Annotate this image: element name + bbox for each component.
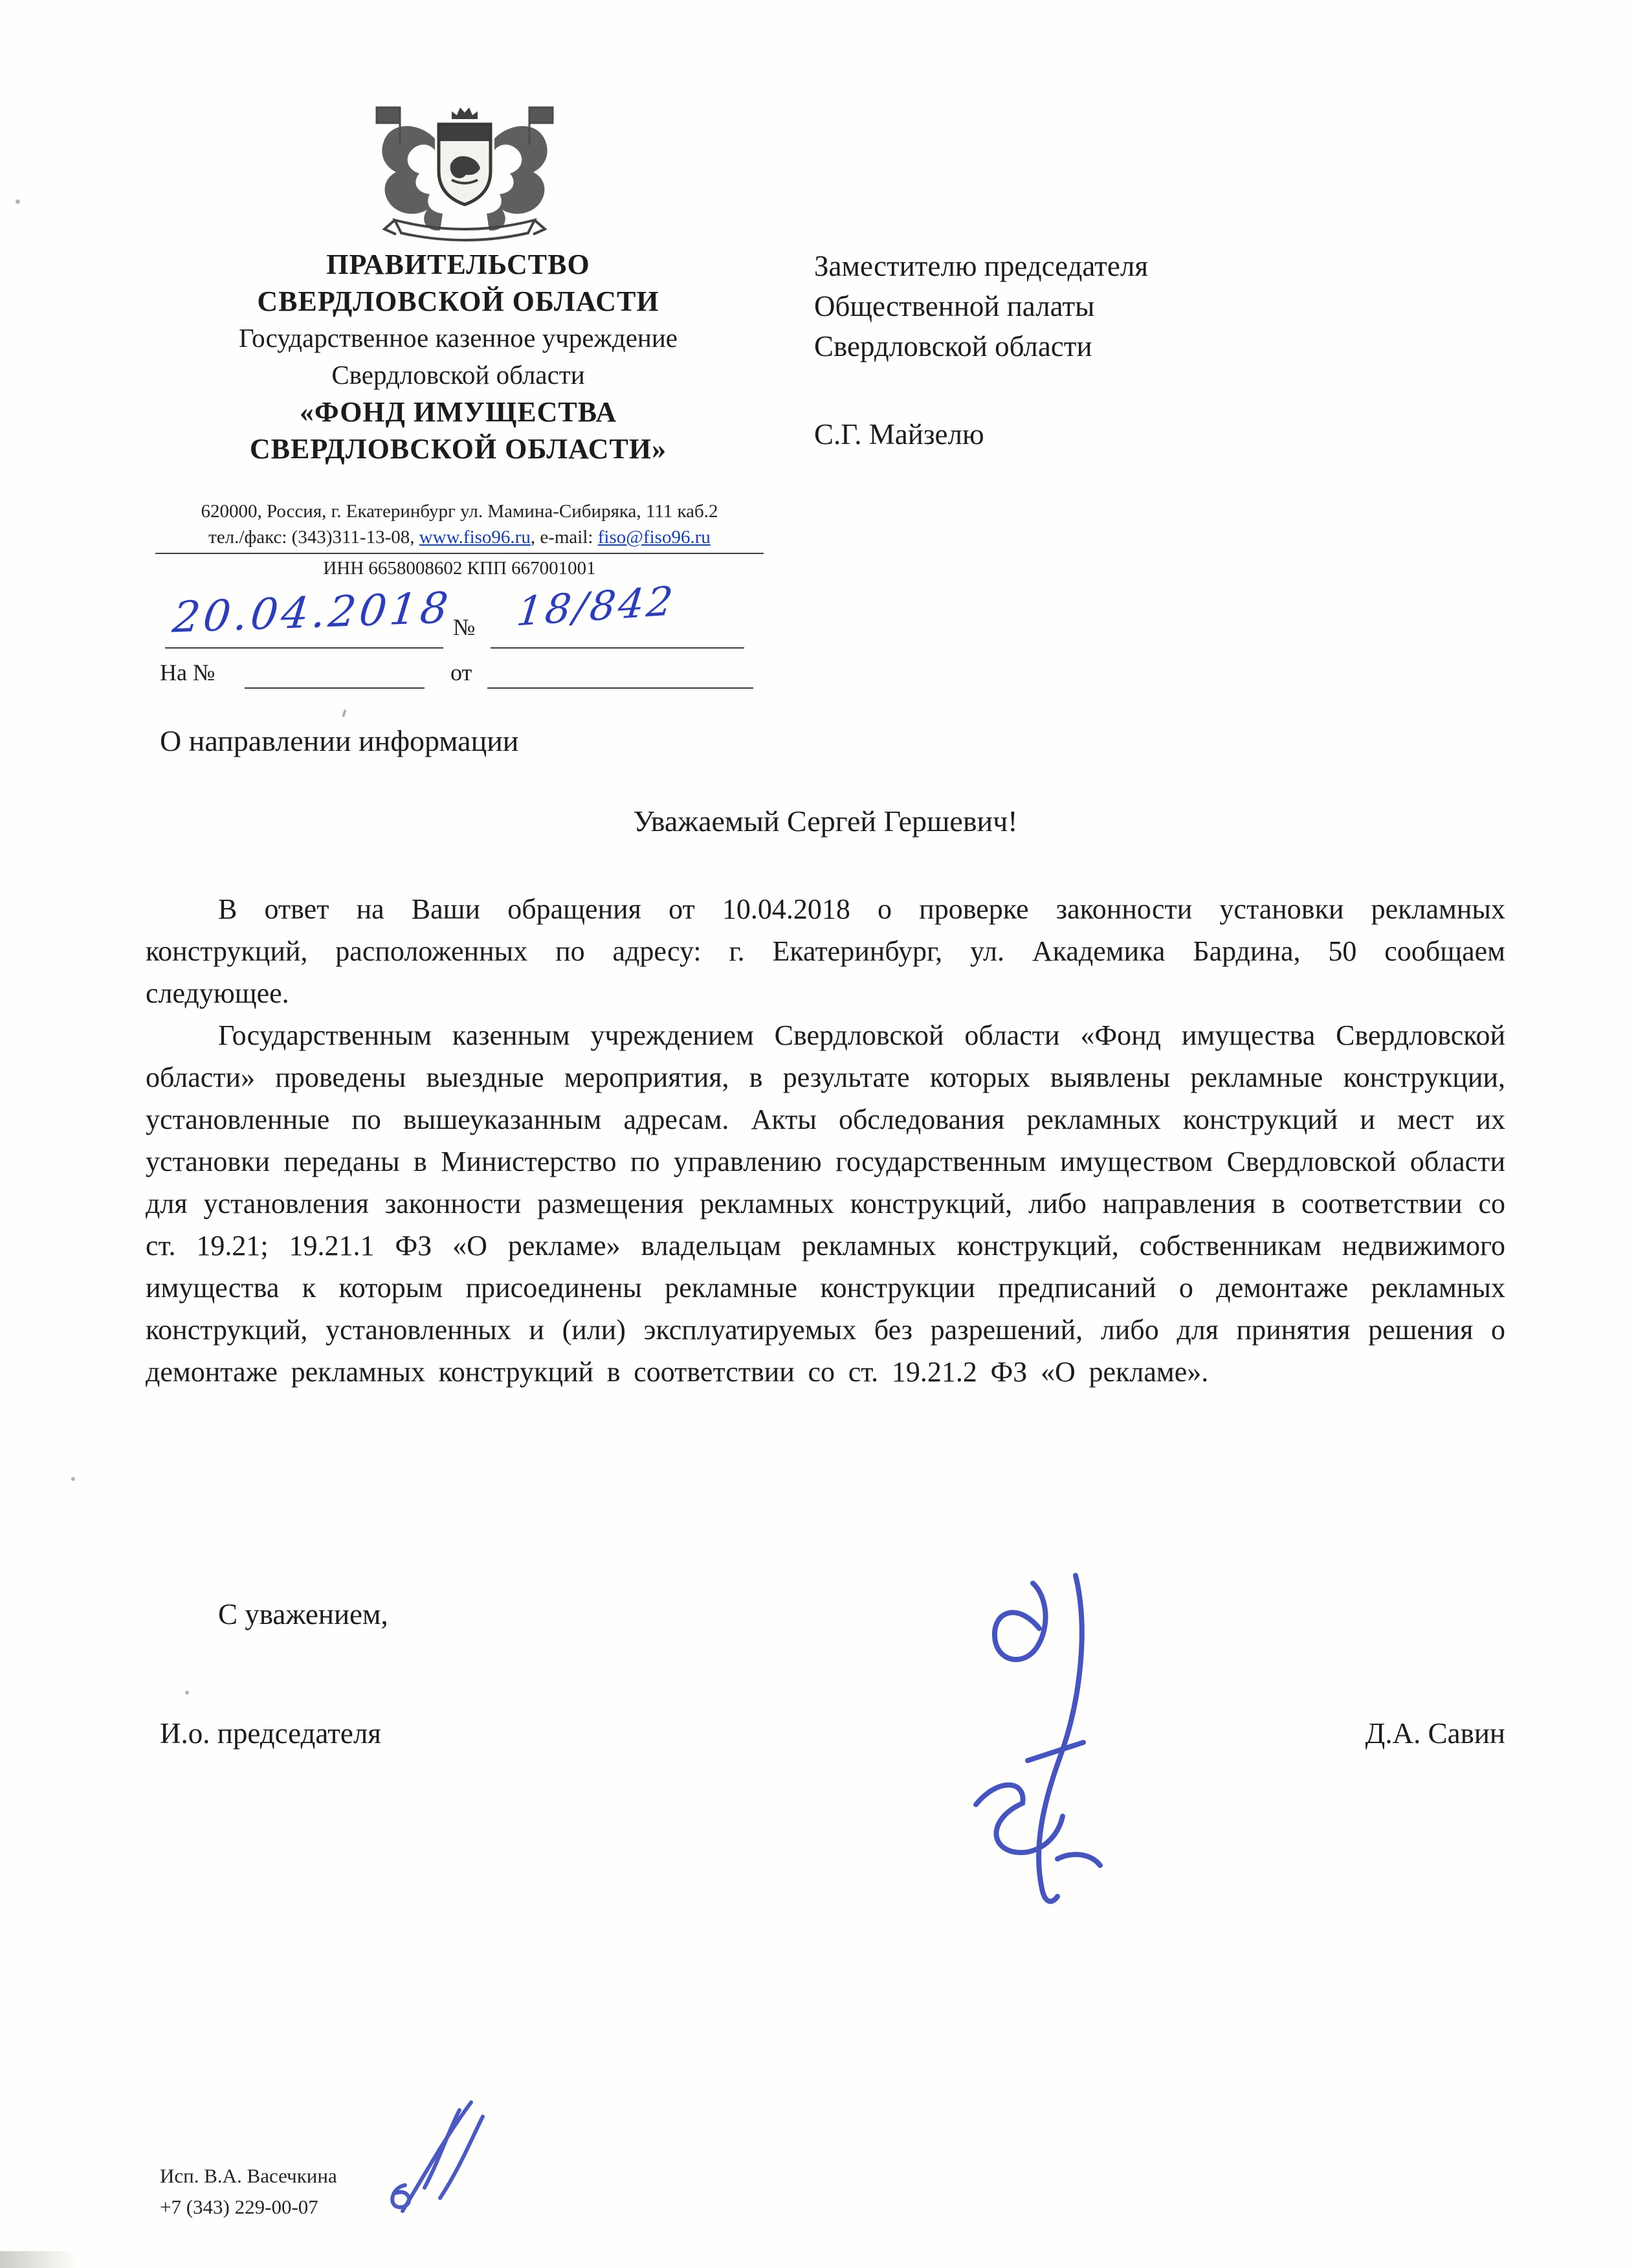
org-name-line4: Свердловской области — [331, 360, 585, 390]
signature-row — [160, 1717, 1505, 1750]
executor-phone: +7 (343) 229-00-07 — [160, 2196, 318, 2218]
scan-speck — [71, 1477, 75, 1481]
address-email-label: , e-mail: — [530, 527, 598, 548]
org-name-line2: СВЕРДЛОВСКОЙ ОБЛАСТИ — [257, 285, 659, 317]
address-line1: 620000, Россия, г. Екатеринбург ул. Мамина-Сибиряка, 111 каб.2 — [201, 501, 718, 522]
body-paragraph-1: В ответ на Ваши обращения от 10.04.2018 о проверке законности установки рекламных конструкций, расположенных по адресу: г. Екатеринбург, ул. Академика Бардина, 50 сообщаем следующее. — [146, 893, 1505, 1009]
recipient-line2: Общественной палаты — [814, 290, 1095, 322]
ot-underline — [487, 687, 753, 689]
ot-label: от — [450, 660, 472, 685]
email-link: fiso@fiso96.ru — [597, 527, 711, 548]
recipient-block — [814, 246, 1397, 366]
letter-subject: О направлении информации — [160, 724, 519, 757]
number-sign-label: № — [453, 614, 476, 640]
signer-position: И.о. председателя — [160, 1717, 382, 1750]
handwritten-date: 20.04.2018 — [170, 583, 454, 643]
coat-of-arms-icon — [355, 102, 575, 245]
scan-speck — [185, 1691, 189, 1695]
org-name-line3: Государственное казенное учреждение — [238, 323, 678, 353]
date-underline — [165, 647, 443, 649]
recipient-line1: Заместителю председателя — [814, 250, 1149, 282]
signer-name: Д.А. Савин — [1365, 1717, 1505, 1750]
number-underline — [491, 647, 744, 649]
salutation: Уважаемый Сергей Гершевич! — [633, 805, 1018, 838]
body-paragraph-2: Государственным казенным учреждением Свердловской области «Фонд имущества Свердловской области» проведены выездные мероприятия, в результате которых выявлены рекламные конструкции, установленные по вышеуказанным адресам. Акты обследования рекламных конструкций и мест их установки переданы в Министерство по управлению государственным имуществом Свердловской области для установления законности размещения рекламных конструкций, либо направления в соответствии со ст. 19.21; 19.21.1 ФЗ «О рекламе» владельцам рекламных конструкций, собственникам недвижимого имущества к которым присоединены рекламные конструкции предписаний о демонтаже рекламных конструкций, установленных и (или) эксплуатируемых без разрешений, либо для принятия решения о демонтаже рекламных конструкций в соответствии со ст. 19.21.2 ФЗ «О рекламе». — [146, 1019, 1505, 1388]
recipient-name: С.Г. Майзелю — [814, 418, 984, 450]
letterhead-org-block — [148, 246, 769, 467]
handwritten-outgoing-number: 18/842 — [514, 577, 678, 636]
na-no-underline — [245, 687, 425, 689]
letterhead-address-block — [136, 498, 783, 581]
footer-executor-block — [160, 2161, 337, 2223]
recipient-line3: Свердловской области — [814, 330, 1092, 362]
scan-speck — [342, 709, 347, 718]
scan-edge-smudge — [0, 2251, 78, 2268]
address-line2 — [136, 524, 783, 550]
website-link: www.fiso96.ru — [419, 527, 531, 548]
na-no-label: На № — [160, 660, 216, 685]
signature-main-icon — [931, 1566, 1138, 1916]
closing-regards: С уважением, — [218, 1598, 388, 1630]
letter-body — [146, 888, 1505, 1393]
org-name-line5: «ФОНД ИМУЩЕСТВА — [299, 396, 617, 428]
address-phone: тел./факс: (343)311-13-08, — [208, 527, 419, 548]
executor-name: Исп. В.А. Васечкина — [160, 2164, 337, 2187]
org-name-line1: ПРАВИТЕЛЬСТВО — [326, 249, 590, 280]
scan-speck — [16, 199, 20, 204]
signature-executor-icon — [362, 2091, 505, 2227]
letterhead-divider — [155, 553, 764, 554]
org-name-line6: СВЕРДЛОВСКОЙ ОБЛАСТИ» — [249, 433, 667, 465]
address-line3-inn: ИНН 6658008602 КПП 667001001 — [323, 558, 596, 579]
